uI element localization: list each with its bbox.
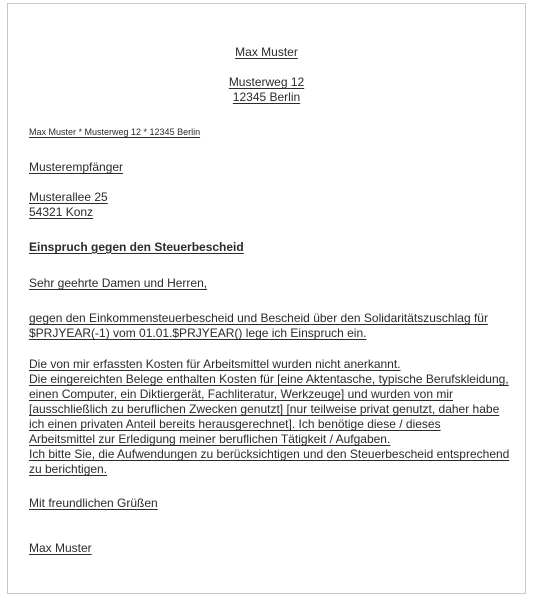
para2-line: Arbeitsmittel zur Erledigung meiner beruflichen Tätigkeit / Aufgaben. — [29, 432, 391, 446]
para2-line: Ich bitte Sie, die Aufwendungen zu berücksichtigen und den Steuerbescheid entsprechend — [29, 447, 510, 461]
return-address: Max Muster * Musterweg 12 * 12345 Berlin — [29, 127, 201, 137]
recipient-city: 54321 Konz — [29, 205, 94, 219]
sender-city: 12345 Berlin — [232, 90, 301, 104]
para2-line: [ausschließlich zu beruflichen Zwecken genutzt] [nur teilweise privat genutzt, daher habe — [29, 402, 500, 416]
para2-line: Die eingereichten Belege enthalten Kosten für [eine Aktentasche, typische Berufskleidung, — [29, 372, 509, 386]
para2-line: ich einen privaten Anteil bereits herausgerechnet]. Ich benötige diese / dieses — [29, 417, 441, 431]
para2-line: zu berichtigen. — [29, 462, 108, 476]
sender-street: Musterweg 12 — [228, 75, 305, 89]
sender-name: Max Muster — [235, 45, 298, 59]
para1-line: $PRJYEAR(-1) vom 01.01.$PRJYEAR() lege ich Einspruch ein. — [29, 326, 367, 340]
signature: Max Muster — [29, 541, 92, 555]
recipient-name: Musterempfänger — [29, 160, 124, 174]
closing: Mit freundlichen Grüßen — [29, 496, 158, 510]
para1-line: gegen den Einkommensteuerbescheid und Bescheid über den Solidaritätszuschlag für — [29, 311, 488, 325]
recipient-street: Musterallee 25 — [29, 190, 108, 204]
salutation: Sehr geehrte Damen und Herren, — [29, 276, 208, 290]
para2-line: Die von mir erfassten Kosten für Arbeitsmittel wurden nicht anerkannt. — [29, 357, 401, 371]
letter-subject: Einspruch gegen den Steuerbescheid — [29, 240, 244, 254]
para2-line: einen Computer, ein Diktiergerät, Fachliteratur, Werkzeuge] und wurden von mir — [29, 387, 453, 401]
letter-page — [7, 3, 526, 594]
